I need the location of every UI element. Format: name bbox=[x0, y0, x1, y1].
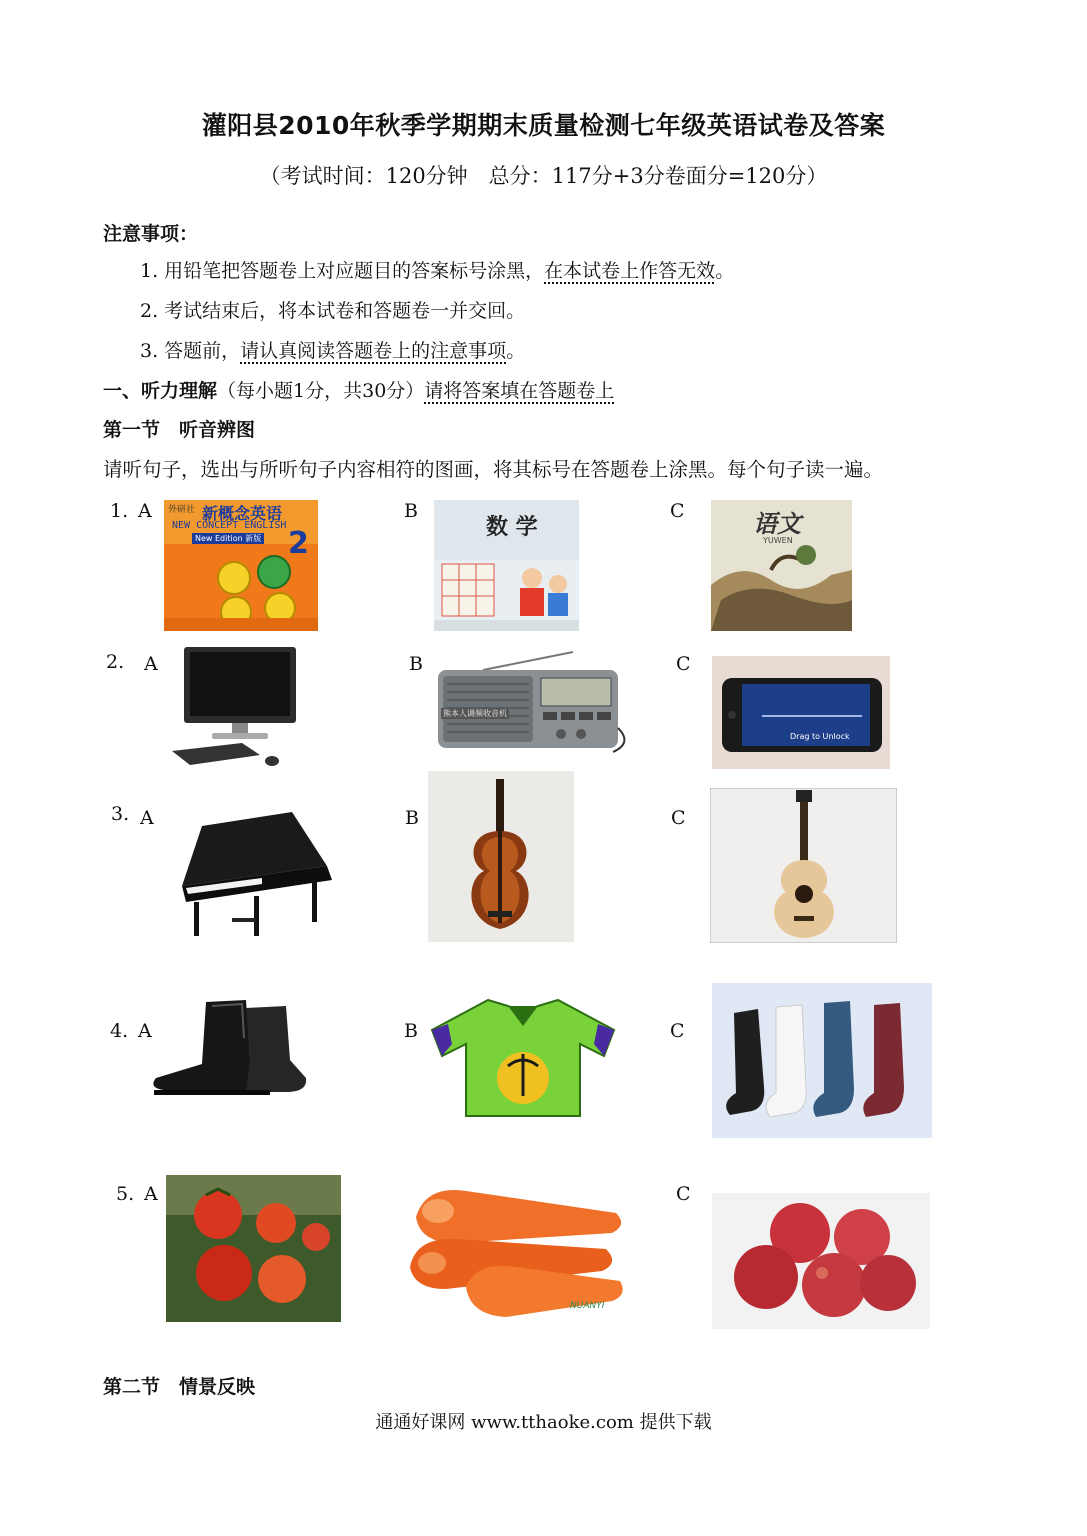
note-1-end: 。 bbox=[715, 260, 735, 282]
q4-number: 4. bbox=[110, 1020, 129, 1042]
note-3-end: 。 bbox=[506, 340, 526, 362]
note-1-emphasis: 在本试卷上作答无效 bbox=[544, 260, 716, 282]
part1-note: 请将答案填在答题卷上 bbox=[424, 380, 615, 402]
apples-image bbox=[712, 1193, 930, 1329]
section1-instruction: 请听句子，选出与所听句子内容相符的图画，将其标号在答题卷上涂黑。每个句子读一遍。 bbox=[103, 458, 884, 481]
radio-brand: 熊本人调频收音机 bbox=[443, 709, 507, 718]
book-english-edition: New Edition 新版 bbox=[192, 533, 264, 544]
page-title: 灌阳县2010年秋季学期期末质量检测七年级英语试卷及答案 bbox=[201, 111, 886, 140]
note-3-text: 3. 答题前， bbox=[140, 340, 241, 362]
notes-heading: 注意事项： bbox=[103, 223, 199, 245]
radio-image bbox=[433, 648, 638, 758]
part1-heading bbox=[103, 379, 614, 403]
q3-number: 3. bbox=[111, 803, 130, 825]
q2-option-c: C bbox=[676, 653, 691, 675]
q5-option-a: A bbox=[144, 1183, 158, 1205]
book-english-image bbox=[164, 500, 318, 631]
book-english-sub: NEW CONCEPT ENGLISH bbox=[172, 520, 287, 531]
boots-image bbox=[146, 998, 310, 1106]
note-item-3 bbox=[140, 339, 525, 363]
q1-option-a: A bbox=[138, 500, 152, 522]
book-english-title: 新概念英语 bbox=[202, 504, 283, 523]
note-item-2: 2. 考试结束后，将本试卷和答题卷一并交回。 bbox=[140, 300, 526, 322]
q1-option-c: C bbox=[670, 500, 685, 522]
q1-number: 1. bbox=[110, 500, 129, 522]
book-math-image bbox=[434, 500, 579, 631]
book-math-title: 数 学 bbox=[486, 514, 538, 540]
q5-option-c: C bbox=[676, 1183, 691, 1205]
q4-option-a: A bbox=[138, 1020, 152, 1042]
book-chinese-title: 语文 bbox=[753, 509, 801, 538]
q1-option-b: B bbox=[404, 500, 418, 522]
book-english-publisher: 外研社 bbox=[168, 505, 196, 515]
phone-image bbox=[712, 656, 890, 769]
book-chinese-image bbox=[711, 500, 852, 631]
carrots-image bbox=[406, 1177, 628, 1320]
socks-image bbox=[712, 983, 932, 1138]
q3-option-b: B bbox=[405, 807, 419, 829]
tomatoes-image bbox=[166, 1175, 341, 1322]
part1-score: （每小题1分，共30分） bbox=[217, 380, 425, 402]
book-english-number: 2 bbox=[288, 526, 309, 561]
q2-option-b: B bbox=[409, 653, 423, 675]
q3-option-a: A bbox=[140, 807, 154, 829]
part1-title: 一、听力理解 bbox=[103, 380, 218, 402]
q2-number: 2. bbox=[106, 651, 125, 673]
section1-heading: 第一节 听音辨图 bbox=[103, 419, 256, 441]
q2-option-a: A bbox=[144, 653, 158, 675]
q3-option-c: C bbox=[671, 807, 686, 829]
computer-image bbox=[164, 643, 314, 771]
section2-heading: 第二节 情景反映 bbox=[103, 1376, 256, 1398]
book-chinese-pinyin: YUWEN bbox=[763, 536, 793, 545]
phone-screen-text: Drag to Unlock bbox=[790, 732, 850, 741]
tshirt-image bbox=[428, 996, 618, 1118]
piano-image bbox=[162, 806, 342, 944]
note-3-emphasis: 请认真阅读答题卷上的注意事项 bbox=[240, 340, 507, 362]
page-footer: 通通好课网 www.tthaoke.com 提供下载 bbox=[375, 1412, 712, 1433]
carrot-logo: NUANYI bbox=[570, 1301, 605, 1311]
note-item-1 bbox=[140, 259, 734, 283]
note-1-text: 1. 用铅笔把答题卷上对应题目的答案标号涂黑， bbox=[140, 260, 545, 282]
q4-option-b: B bbox=[404, 1020, 418, 1042]
guitar-image bbox=[710, 788, 897, 943]
violin-image bbox=[428, 771, 574, 942]
q4-option-c: C bbox=[670, 1020, 685, 1042]
q5-number: 5. bbox=[116, 1183, 135, 1205]
exam-info: （考试时间：120分钟 总分：117分+3分卷面分=120分） bbox=[259, 164, 828, 188]
